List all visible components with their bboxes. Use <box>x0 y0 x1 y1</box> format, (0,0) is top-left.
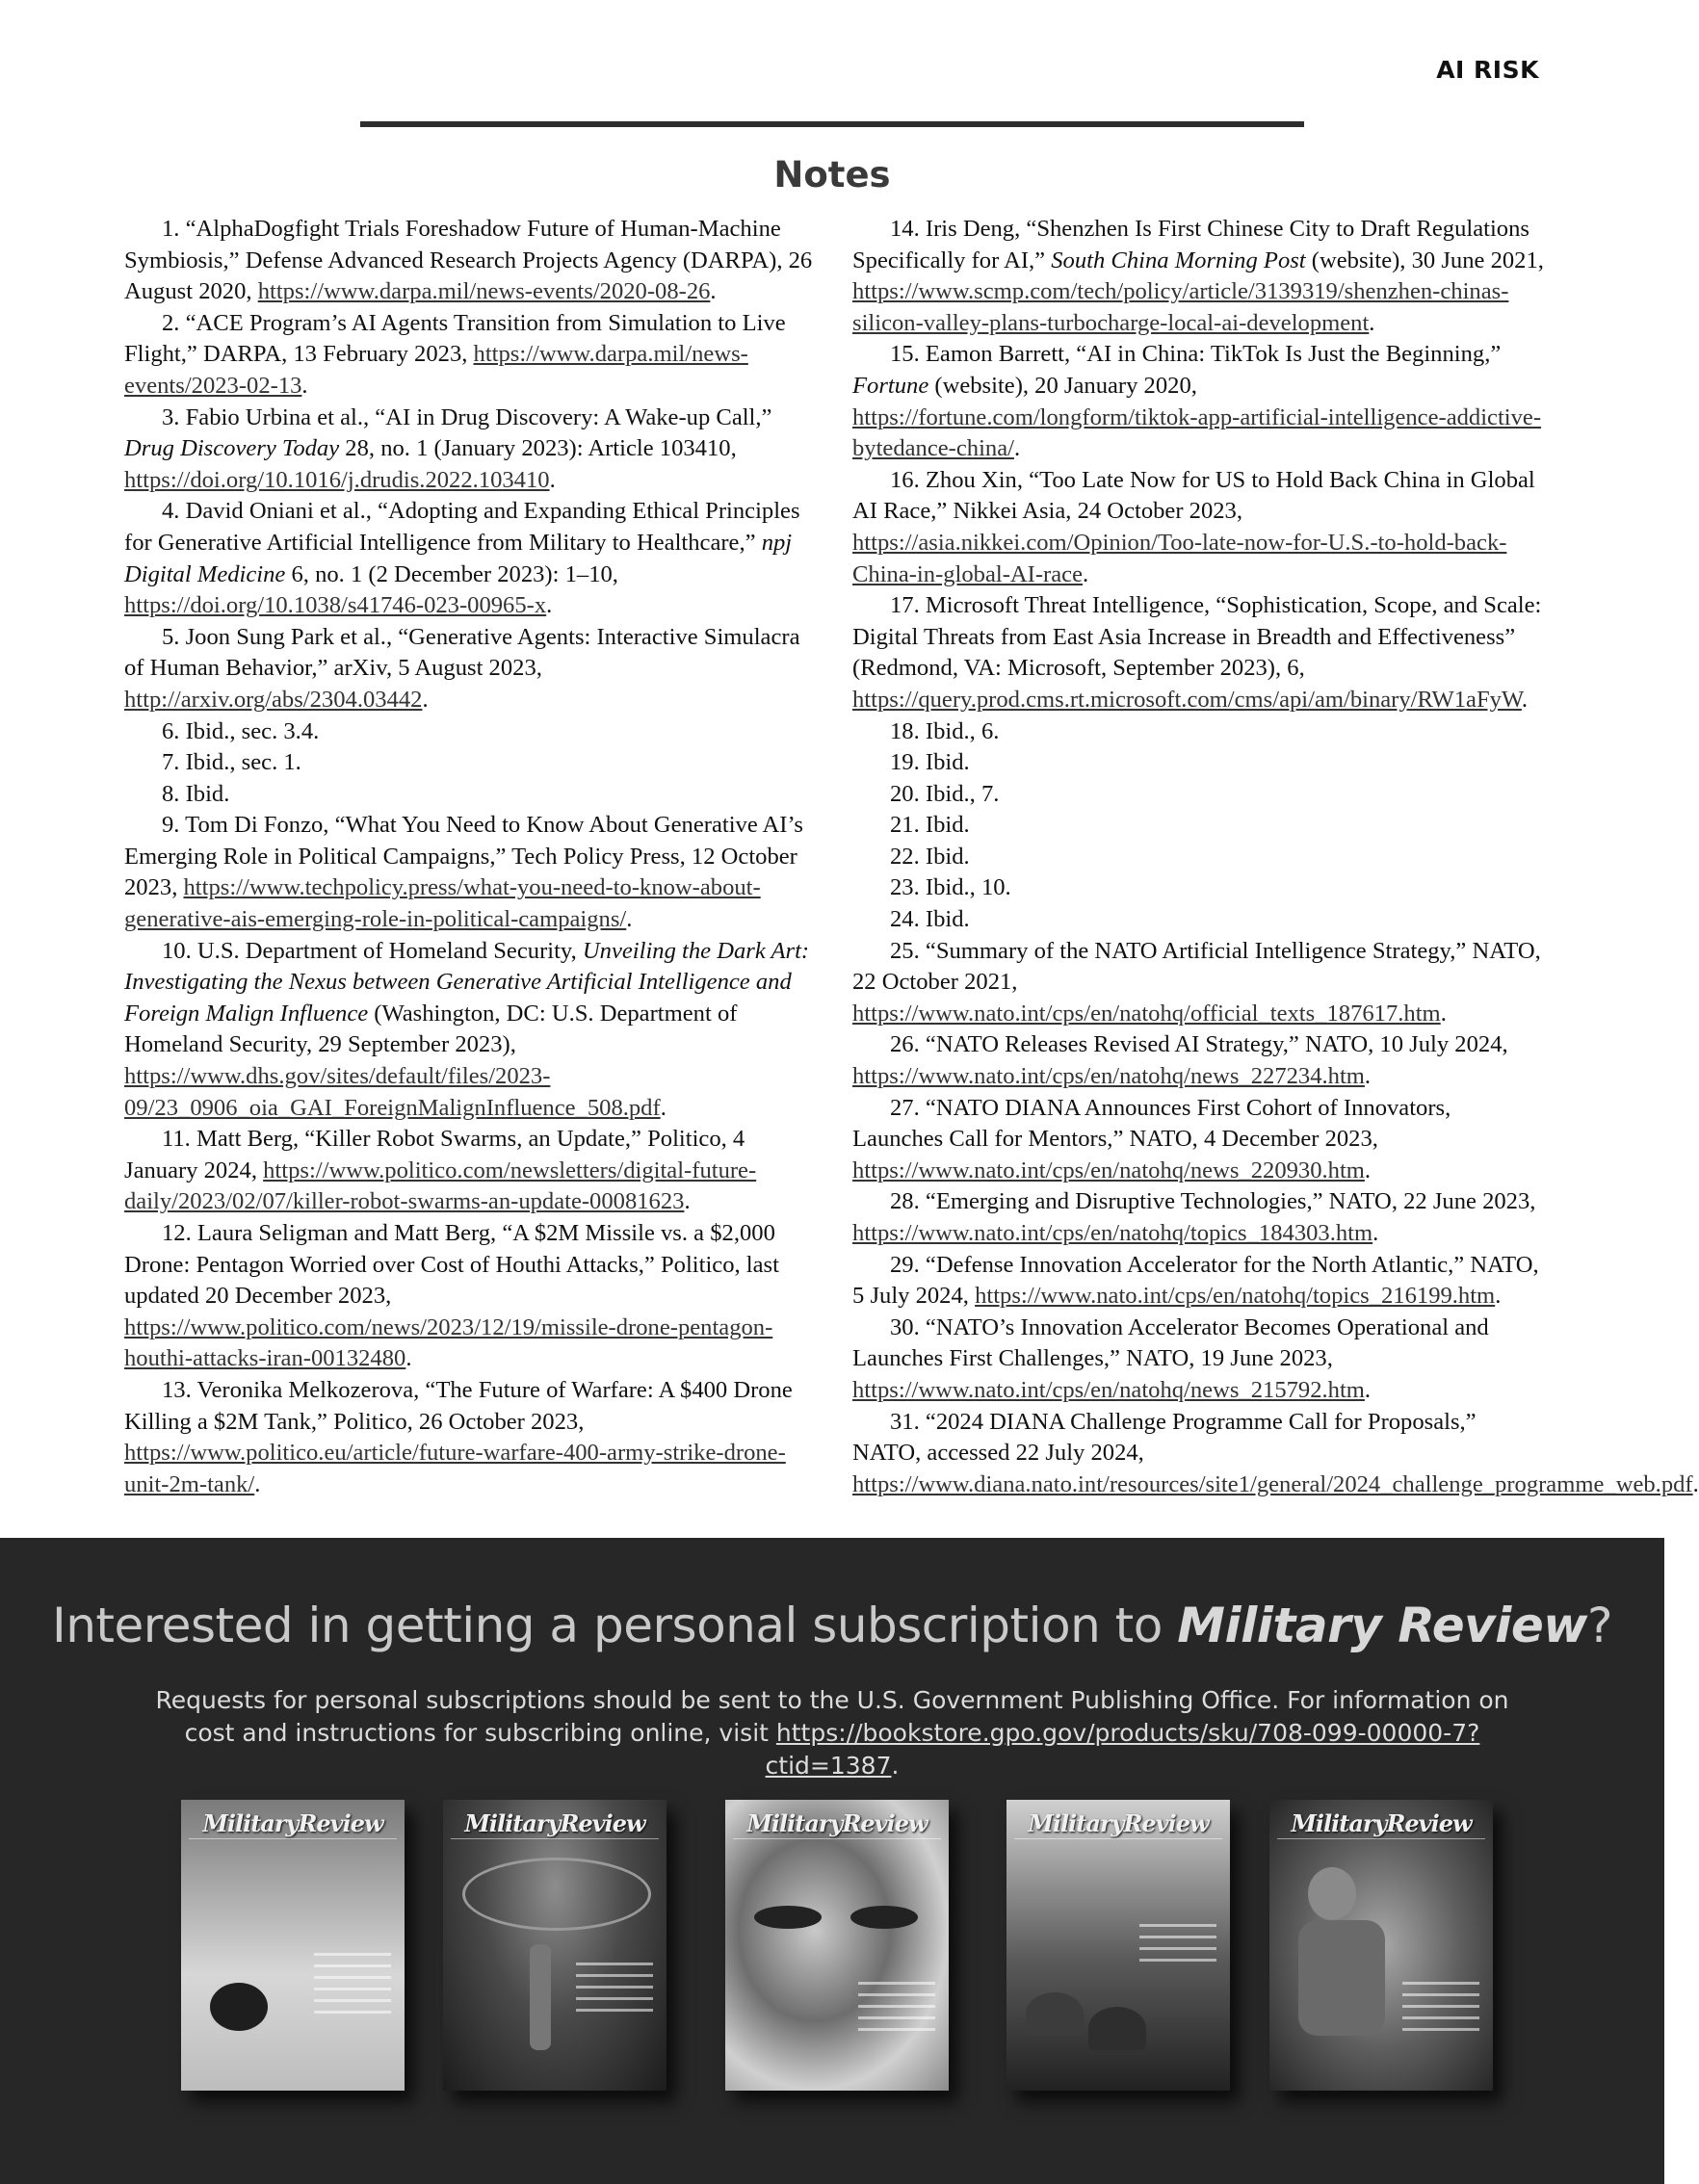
endnote-text: “ACE Program’s AI Agents Transition from Simulation to Live Flight,” DARPA, 13 February 2023, <box>124 309 786 368</box>
endnote-number: 21. <box>890 812 920 839</box>
section-label: AI RISK <box>1436 56 1539 84</box>
endnote-punctuation: . <box>684 1188 691 1215</box>
endnote <box>124 779 813 811</box>
endnote-punctuation: . <box>1495 1283 1502 1310</box>
cover-figure <box>1298 1920 1385 2036</box>
endnote <box>852 465 1546 590</box>
cover-figure <box>462 1858 651 1931</box>
endnote-number: 1. <box>162 216 180 242</box>
endnote-link[interactable]: https://query.prod.cms.rt.microsoft.com/cms/api/am/binary/RW1aFyW <box>852 686 1522 713</box>
magazine-cover-4 <box>1006 1800 1230 2091</box>
endnote-link[interactable]: https://www.nato.int/cps/en/natohq/topics_184303.htm <box>852 1220 1373 1246</box>
endnote-number: 20. <box>890 780 920 807</box>
endnote-link[interactable]: https://www.nato.int/cps/en/natohq/official_texts_187617.htm <box>852 1000 1441 1027</box>
endnote-punctuation: . <box>1372 1220 1379 1246</box>
cover-figure <box>1088 2007 1146 2050</box>
endnote-punctuation: . <box>405 1345 412 1372</box>
subscription-promo <box>0 1538 1664 2184</box>
promo-subscribe-link[interactable]: https://bookstore.gpo.gov/products/sku/708-099-00000-7?ctid=1387 <box>765 1719 1480 1780</box>
promo-text-end: . <box>891 1752 900 1780</box>
endnote <box>124 810 813 935</box>
endnote <box>852 1407 1699 1501</box>
magazine-cover-1 <box>181 1800 405 2091</box>
endnote-punctuation: . <box>1440 1000 1447 1027</box>
endnote-punctuation: . <box>1692 1470 1699 1497</box>
endnote-punctuation: . <box>710 278 717 305</box>
endnote <box>852 716 1546 748</box>
endnote-number: 7. <box>162 749 180 776</box>
endnote-number: 31. <box>890 1408 920 1435</box>
endnote-text: Iris Deng, “Shenzhen Is First Chinese City to Draft Regulations Specifically for AI,” <box>852 216 1529 273</box>
endnote-text: Ibid. <box>925 906 970 933</box>
promo-text-body: Requests for personal subscriptions should be sent to the U.S. Government Publishing Office. For information on cost and instructions for subscribing online, visit <box>155 1686 1509 1747</box>
endnote-text: Veronika Melkozerova, “The Future of Warfare: A $400 Drone Killing a $2M Tank,” Politico, 26 October 2023, <box>124 1376 793 1435</box>
endnote-link[interactable]: https://www.scmp.com/tech/policy/article/3139319/shenzhen-chinas-silicon-valley-plans-turbocharge-local-ai-development <box>852 278 1509 336</box>
cover-figure <box>754 1906 822 1929</box>
endnote-number: 3. <box>162 403 180 430</box>
cover-rule <box>1277 1838 1485 1842</box>
endnote-punctuation: . <box>1364 1063 1372 1090</box>
endnote-title: npj Digital Medicine <box>124 529 793 587</box>
endnote-punctuation: . <box>301 372 308 399</box>
endnote-number: 28. <box>890 1188 920 1215</box>
endnote-punctuation: . <box>254 1470 261 1497</box>
endnote-punctuation: . <box>1369 309 1375 336</box>
cover-figure <box>210 1983 268 2031</box>
endnote-link[interactable]: https://www.nato.int/cps/en/natohq/news_220930.htm <box>852 1157 1365 1183</box>
endnote <box>852 1250 1546 1313</box>
endnote-punctuation: . <box>1364 1376 1372 1403</box>
endnote-number: 27. <box>890 1094 920 1121</box>
endnote-punctuation: . <box>660 1094 667 1121</box>
endnote-punctuation: . <box>546 592 553 619</box>
endnote-number: 6. <box>162 717 180 744</box>
endnote <box>852 1313 1546 1407</box>
endnote <box>852 339 1546 464</box>
endnote <box>124 936 813 1125</box>
endnote-text: Laura Seligman and Matt Berg, “A $2M Missile vs. a $2,000 Drone: Pentagon Worried over Cost of Houthi Attacks,” Politico, last updated 20 December 2023, <box>124 1220 779 1310</box>
endnote <box>124 214 813 308</box>
endnote-link[interactable]: https://doi.org/10.1038/s41746-023-00965-x <box>124 592 547 619</box>
endnote-link[interactable]: http://arxiv.org/abs/2304.03442 <box>124 686 423 713</box>
endnote-link[interactable]: https://www.darpa.mil/news-events/2023-02-13 <box>124 341 748 399</box>
endnote-number: 10. <box>162 937 192 964</box>
promo-title <box>0 1598 1664 1653</box>
promo-title-text: Interested in getting a personal subscription to <box>51 1598 1178 1653</box>
endnote-text: Tom Di Fonzo, “What You Need to Know About Generative AI’s Emerging Role in Political Campaigns,” Tech Policy Press, 12 October 2023, <box>124 812 803 901</box>
endnote-text: Ibid., 7. <box>925 780 1000 807</box>
endnote-title: South China Morning Post <box>1051 247 1306 273</box>
endnote-text: “Emerging and Disruptive Technologies,” NATO, 22 June 2023, <box>925 1188 1536 1215</box>
endnote-text: Ibid. <box>925 812 970 839</box>
endnote-link[interactable]: https://www.techpolicy.press/what-you-need-to-know-about-generative-ais-emerging-role-in-political-campaigns/ <box>124 874 761 933</box>
endnote-text: “NATO DIANA Announces First Cohort of Innovators, Launches Call for Mentors,” NATO, 4 December 2023, <box>852 1094 1451 1153</box>
endnote-number: 11. <box>162 1126 191 1153</box>
endnote-text: Ibid. <box>925 749 970 776</box>
endnote-punctuation: . <box>1013 435 1021 462</box>
endnote-number: 13. <box>162 1376 192 1403</box>
endnote-number: 14. <box>890 216 920 242</box>
endnote-punctuation: . <box>1521 686 1529 713</box>
cover-masthead: MilitaryReview <box>202 1809 383 1837</box>
endnote-number: 2. <box>162 309 180 336</box>
top-rule <box>360 121 1304 127</box>
endnote-link[interactable]: https://www.politico.eu/article/future-warfare-400-army-strike-drone-unit-2m-tank/ <box>124 1440 786 1497</box>
endnote <box>124 1375 813 1500</box>
endnote <box>124 403 813 497</box>
endnote-text: U.S. Department of Homeland Security, <box>196 937 583 964</box>
endnote-number: 25. <box>890 937 920 964</box>
endnote-text: Microsoft Threat Intelligence, “Sophistication, Scope, and Scale: Digital Threats from East Asia Increase in Breadth and Effectiveness” (Redmond, VA: Microsoft, September 2023), 6, <box>852 592 1542 682</box>
cover-headlines <box>1139 1915 1216 1970</box>
endnote-text: Ibid. <box>185 780 230 807</box>
endnote-link[interactable]: https://www.politico.com/newsletters/digital-future-daily/2023/02/07/killer-robot-swarms-an-update-00081623 <box>124 1157 757 1215</box>
endnote-text: Joon Sung Park et al., “Generative Agents: Interactive Simulacra of Human Behavior,” arXiv, 5 August 2023, <box>124 623 800 682</box>
cover-headlines <box>576 1954 653 2020</box>
endnote <box>124 1218 813 1375</box>
cover-figure <box>850 1906 918 1929</box>
endnote-text: Ibid., sec. 1. <box>185 749 301 776</box>
notes-column-right <box>852 214 1699 1500</box>
endnote <box>852 1093 1546 1187</box>
endnote-text: “NATO’s Innovation Accelerator Becomes Operational and Launches First Challenges,” NATO, 19 June 2023, <box>852 1313 1489 1372</box>
endnote-link[interactable]: https://www.darpa.mil/news-events/2020-08-26 <box>257 278 711 305</box>
endnote <box>852 904 1546 936</box>
endnote-text: Ibid., 6. <box>925 717 1000 744</box>
notes-column-left <box>124 214 813 1500</box>
endnote-number: 15. <box>890 341 920 368</box>
endnote <box>852 936 1546 1030</box>
endnote-number: 23. <box>890 874 920 901</box>
endnote-text: “NATO Releases Revised AI Strategy,” NATO, 10 July 2024, <box>925 1031 1508 1058</box>
endnote-number: 30. <box>890 1313 920 1340</box>
endnote <box>852 214 1546 339</box>
endnote-text: (website), 20 January 2020, <box>928 372 1197 399</box>
endnote <box>852 747 1546 779</box>
endnote-text: Matt Berg, “Killer Robot Swarms, an Update,” Politico, 4 January 2024, <box>124 1126 745 1183</box>
endnote-text: Zhou Xin, “Too Late Now for US to Hold Back China in Global AI Race,” Nikkei Asia, 24 October 2023, <box>852 466 1535 525</box>
endnote-text: (Washington, DC: U.S. Department of Homeland Security, 29 September 2023), <box>124 1000 738 1058</box>
magazine-cover-3 <box>725 1800 949 2091</box>
endnote-text: “Defense Innovation Accelerator for the North Atlantic,” NATO, 5 July 2024, <box>852 1251 1539 1310</box>
cover-headlines <box>314 1944 391 2022</box>
endnote <box>124 308 813 403</box>
cover-masthead: MilitaryReview <box>1028 1809 1209 1837</box>
endnote-link[interactable]: https://www.politico.com/news/2023/12/19/missile-drone-pentagon-houthi-attacks-iran-00132480 <box>124 1313 773 1372</box>
cover-masthead: MilitaryReview <box>746 1809 928 1837</box>
endnote-title: Unveiling the Dark Art: Investigating the Nexus between Generative Artificial Intelligence and Foreign Malign Influence <box>124 937 810 1027</box>
cover-rule <box>189 1838 397 1842</box>
endnote-text: (website), 30 June 2021, <box>1305 247 1544 273</box>
endnote-text: “AlphaDogfight Trials Foreshadow Future of Human-Machine Symbiosis,” Defense Advanced Research Projects Agency (DARPA), 26 August 2020, <box>124 216 813 305</box>
endnote-text: 6, no. 1 (2 December 2023): 1–10, <box>285 560 618 587</box>
endnote-punctuation: . <box>422 686 429 713</box>
endnote-punctuation: . <box>1364 1157 1372 1183</box>
cover-headlines <box>1402 1973 1479 2040</box>
cover-figure <box>1308 1867 1356 1920</box>
endnote-text: “2024 DIANA Challenge Programme Call for Proposals,” NATO, accessed 22 July 2024, <box>852 1408 1477 1467</box>
endnote-link[interactable]: https://www.nato.int/cps/en/natohq/topics_216199.htm <box>975 1283 1496 1310</box>
endnote-punctuation: . <box>626 906 633 933</box>
endnote <box>852 590 1546 715</box>
endnote-number: 12. <box>162 1220 192 1246</box>
endnote <box>852 779 1546 811</box>
endnote-text: Ibid. <box>925 843 970 870</box>
cover-masthead: MilitaryReview <box>464 1809 645 1837</box>
endnote-number: 8. <box>162 780 180 807</box>
endnote-number: 22. <box>890 843 920 870</box>
endnote-punctuation: . <box>549 466 556 493</box>
magazine-cover-2 <box>443 1800 667 2091</box>
endnote-link[interactable]: https://www.nato.int/cps/en/natohq/news_215792.htm <box>852 1376 1365 1403</box>
endnote-number: 4. <box>162 498 180 525</box>
endnote <box>124 716 813 748</box>
endnote-number: 17. <box>890 592 920 619</box>
endnote <box>852 1186 1546 1249</box>
cover-rule <box>733 1838 941 1842</box>
cover-masthead: MilitaryReview <box>1291 1809 1472 1837</box>
endnote-link[interactable]: https://www.dhs.gov/sites/default/files/2023-09/23_0906_oia_GAI_ForeignMalignInfluence_508.pdf <box>124 1063 661 1121</box>
promo-title-end: ? <box>1586 1598 1613 1653</box>
endnote-link[interactable]: https://www.diana.nato.int/resources/site1/general/2024_challenge_programme_web.pdf <box>852 1470 1693 1497</box>
endnote-link[interactable]: https://www.nato.int/cps/en/natohq/news_227234.htm <box>852 1063 1365 1090</box>
endnote-text: Ibid., sec. 3.4. <box>185 717 320 744</box>
endnote-number: 24. <box>890 906 920 933</box>
endnote-text: Fabio Urbina et al., “AI in Drug Discovery: A Wake-up Call,” <box>185 403 772 430</box>
endnote-title: Fortune <box>852 372 929 399</box>
endnote <box>852 872 1546 904</box>
endnote-number: 9. <box>162 812 180 839</box>
cover-headlines <box>858 1973 935 2040</box>
cover-figure <box>530 1944 551 2050</box>
magazine-cover-5 <box>1269 1800 1493 2091</box>
endnote <box>124 496 813 621</box>
endnote-number: 19. <box>890 749 920 776</box>
cover-figure <box>1026 1992 1084 2036</box>
promo-text <box>144 1684 1520 1782</box>
endnote-link[interactable]: https://asia.nikkei.com/Opinion/Too-late-now-for-U.S.-to-hold-back-China-in-global-AI-race <box>852 529 1507 587</box>
endnote <box>124 622 813 716</box>
endnote-text: Ibid., 10. <box>925 874 1011 901</box>
endnote-number: 26. <box>890 1031 920 1058</box>
endnote-link[interactable]: https://doi.org/10.1016/j.drudis.2022.103410 <box>124 466 550 493</box>
endnote-number: 5. <box>162 623 180 650</box>
endnote-text: Eamon Barrett, “AI in China: TikTok Is Just the Beginning,” <box>925 341 1502 368</box>
endnote-text: 28, no. 1 (January 2023): Article 103410, <box>339 435 737 462</box>
endnote-number: 16. <box>890 466 920 493</box>
promo-title-emphasis: Military Review <box>1177 1598 1587 1653</box>
cover-rule <box>451 1838 659 1842</box>
endnote <box>852 842 1546 873</box>
notes-heading: Notes <box>773 154 891 195</box>
endnote-text: “Summary of the NATO Artificial Intelligence Strategy,” NATO, 22 October 2021, <box>852 937 1541 996</box>
endnote-text: David Oniani et al., “Adopting and Expanding Ethical Principles for Generative Artificial Intelligence from Military to Healthcare,” <box>124 498 800 556</box>
cover-rule <box>1014 1838 1222 1842</box>
endnote-number: 29. <box>890 1251 920 1278</box>
endnote-link[interactable]: https://fortune.com/longform/tiktok-app-artificial-intelligence-addictive-bytedance-china/ <box>852 403 1542 462</box>
endnote <box>852 1029 1546 1092</box>
endnote-title: Drug Discovery Today <box>124 435 340 462</box>
endnote-punctuation: . <box>1083 560 1089 587</box>
endnote <box>124 747 813 779</box>
endnote <box>852 810 1546 842</box>
endnote-number: 18. <box>890 717 920 744</box>
endnote <box>124 1124 813 1218</box>
